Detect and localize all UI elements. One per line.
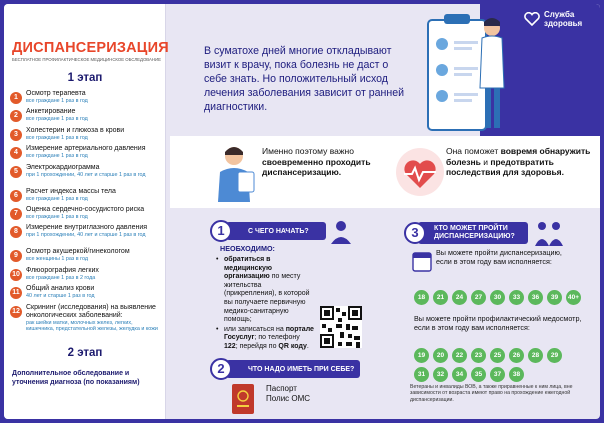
qr-code[interactable]: [320, 306, 362, 348]
age-badge: 27: [471, 290, 486, 305]
step-frequency: 40 лет и старше 1 раз в год: [26, 293, 95, 300]
list-item: [10, 164, 164, 188]
benefit-emphasis-2: предотвратить последствия для здоровья.: [446, 156, 564, 177]
step-list: [10, 90, 164, 342]
ages-dispanserization: [414, 290, 600, 305]
importance-emphasis: своевременно проходить диспансеризацию.: [262, 156, 371, 177]
step-name: Флюорография легких: [26, 266, 99, 274]
need-list: [216, 256, 314, 353]
need-label: НЕОБХОДИМО:: [220, 244, 275, 253]
documents-list: [266, 384, 310, 404]
dispanserization-note: Вы можете пройти диспансеризацию, если в этом году вам исполняется:: [436, 248, 562, 266]
logo-text: [544, 10, 582, 28]
need-item-1-text: по месту жительства (прикрепления), в которой вы получаете первичную медико-санитарную помощь;: [224, 273, 310, 324]
step-name: Холестерин и глюкоза в крови: [26, 126, 125, 134]
list-item: [10, 90, 164, 108]
step-number: 8: [10, 226, 22, 238]
card-3-title: КТО МОЖЕТ ПРОЙТИ ДИСПАНСЕРИЗАЦИЮ?: [434, 225, 515, 240]
step-name: Скрининг (исследования) на выявление онкологических заболеваний:: [26, 303, 156, 319]
list-item: [216, 256, 314, 325]
list-item: [10, 127, 164, 145]
checkup-note: Вы можете пройти профилактический медосмотр, если в этом году вам исполняется:: [414, 314, 582, 332]
step-number: 9: [10, 250, 22, 262]
step-frequency: рак шейки матки, молочных желез, легких, кишечника, предстательной железы, желудка и кожи: [26, 319, 158, 333]
stage-2-heading: 2 этап: [67, 347, 103, 359]
step-number: 11: [10, 287, 22, 299]
age-badge: 24: [452, 290, 467, 305]
age-badge: 32: [433, 367, 448, 382]
step-frequency: все граждане 1 раз в год: [26, 98, 88, 104]
importance-lead: Именно поэтому важно: [262, 146, 354, 156]
heart-health-icon: [396, 146, 444, 200]
benefit-text: [446, 146, 594, 178]
age-badge: 34: [452, 367, 467, 382]
age-badge: 26: [509, 348, 524, 363]
qr-label: QR коду: [278, 342, 307, 350]
age-badge: 40+: [566, 290, 581, 305]
step-name: Оценка сердечно-сосудистого риска: [26, 205, 145, 213]
step-number: 10: [10, 269, 22, 281]
step-number: 1: [10, 92, 22, 104]
card-1-number: 1: [210, 220, 232, 242]
card-1-header: [226, 222, 326, 240]
step-number: 4: [10, 147, 22, 159]
step-frequency: все женщины 1 раз в год: [26, 256, 89, 263]
list-item: [10, 304, 164, 342]
age-badge: 38: [509, 367, 524, 382]
age-badge: 18: [414, 290, 429, 305]
step-name: Электрокардиограмма: [26, 163, 100, 171]
left-panel: [4, 4, 169, 419]
list-item: [10, 206, 164, 224]
step-frequency: все граждане 1 раз в год: [26, 195, 88, 202]
list-item: [10, 248, 164, 266]
list-item: [10, 285, 164, 303]
age-badge: 21: [433, 290, 448, 305]
age-badge: 19: [414, 348, 429, 363]
stage-2-text: Дополнительное обследование и уточнения диагноза (по показаниям): [12, 370, 140, 386]
phone-number: 122: [224, 342, 236, 350]
step-name: Анкетирование: [26, 108, 76, 116]
poster-title: ДИСПАНСЕРИЗАЦИЯ: [12, 40, 169, 56]
stage-1-heading: 1 этап: [67, 72, 103, 84]
step-number: 7: [10, 208, 22, 220]
benefit-emphasis-1: вовремя обнаружить болезнь: [446, 146, 591, 167]
veterans-note: Ветераны и инвалиды ВОВ, а также приравненные к ним лица, вне зависимости от возраста имеют право на прохождение ежегодной диспансеризации.: [410, 384, 573, 403]
card-3-number: 3: [404, 222, 426, 244]
list-item: [10, 108, 164, 126]
doctor-clipboard-illustration: [422, 10, 512, 134]
card-3-header: [418, 222, 528, 244]
list-item: [10, 145, 164, 163]
step-name: Общий анализ крови: [26, 285, 95, 293]
need-item-2-mid-2: ; перейдя по: [235, 342, 279, 350]
benefit-lead: Она поможет: [446, 146, 501, 156]
passport-icon: [226, 382, 260, 416]
logo-line-2: здоровья: [544, 19, 583, 28]
step-name: Осмотр акушеркой/гинекологом: [26, 248, 130, 256]
age-badge: 37: [490, 367, 505, 382]
step-name: Расчет индекса массы тела: [26, 187, 116, 195]
logo-line-1: Служба: [544, 10, 575, 19]
service-logo: [524, 10, 582, 28]
gosuslugi-label: портале Госуслуг: [224, 325, 314, 342]
age-badge: 39: [547, 290, 562, 305]
age-badge: 29: [547, 348, 562, 363]
step-name: Измерение внутриглазного давления: [26, 224, 148, 232]
step-frequency: все граждане 1 раз в год: [26, 134, 88, 141]
step-name: Осмотр терапевта: [26, 90, 86, 97]
step-frequency: все граждане 1 раз в год: [26, 153, 88, 160]
card-2-number: 2: [210, 358, 232, 380]
list-item: [10, 188, 164, 206]
age-badge: 28: [528, 348, 543, 363]
info-band: [170, 136, 600, 208]
intro-text: В суматохе дней многие откладывают визит к врачу, пока болезнь не даст о себе знать. Но положительный исход лечения заболевания зависит от ранней диагностики.: [204, 45, 405, 113]
need-item-2-mid: ; по телефону: [254, 334, 300, 342]
doctor-icon: [328, 218, 354, 244]
age-badge: 36: [528, 290, 543, 305]
need-item-2-end: .: [306, 342, 309, 350]
people-18-icon: [534, 220, 564, 246]
age-badge: 25: [490, 348, 505, 363]
document-oms-policy: Полис ОМС: [266, 394, 311, 403]
benefit-mid: и: [480, 156, 491, 167]
age-badge: 35: [471, 367, 486, 382]
step-frequency: при 1 прохождении, 40 лет и старше 1 раз в год: [26, 232, 146, 239]
step-number: 5: [10, 166, 22, 178]
list-item: [216, 326, 314, 352]
step-frequency: все граждане 1 раз в 2 года: [26, 274, 96, 281]
age-badge: 30: [490, 290, 505, 305]
document-passport: Паспорт: [266, 384, 297, 393]
poster: [4, 4, 600, 419]
list-item: [10, 267, 164, 285]
calendar-icon: [412, 250, 432, 272]
importance-text: [262, 146, 372, 178]
age-badge: 31: [414, 367, 429, 382]
card-2-title: ЧТО НАДО ИМЕТЬ ПРИ СЕБЕ?: [248, 365, 355, 373]
step-number: 12: [10, 306, 22, 318]
step-frequency: все граждане 1 раз в год: [26, 116, 88, 123]
need-item-1-emphasis: обратиться в медицинскую организацию: [224, 256, 272, 281]
step-name: Измерение артериального давления: [26, 145, 146, 153]
poster-subtitle: БЕСПЛАТНОЕ ПРОФИЛАКТИЧЕСКОЕ МЕДИЦИНСКОЕ ОБСЛЕДОВАНИЕ: [12, 57, 161, 62]
age-badge: 33: [509, 290, 524, 305]
step-number: 2: [10, 110, 22, 122]
card-2-header: [226, 360, 360, 378]
ages-checkup: [414, 348, 574, 382]
step-number: 3: [10, 129, 22, 141]
age-badge: 23: [471, 348, 486, 363]
age-badge: 20: [433, 348, 448, 363]
list-item: [10, 224, 164, 248]
age-badge: 22: [452, 348, 467, 363]
need-item-2-lead: или записаться на: [224, 325, 286, 333]
step-frequency: при 1 прохождении, 40 лет и старше 1 раз в год: [26, 171, 146, 178]
step-frequency: все граждане 1 раз в год: [26, 213, 88, 220]
person-reading-icon: [212, 144, 258, 202]
step-number: 6: [10, 190, 22, 202]
heart-icon: [524, 12, 540, 26]
card-1-title: С ЧЕГО НАЧАТЬ?: [248, 227, 309, 235]
